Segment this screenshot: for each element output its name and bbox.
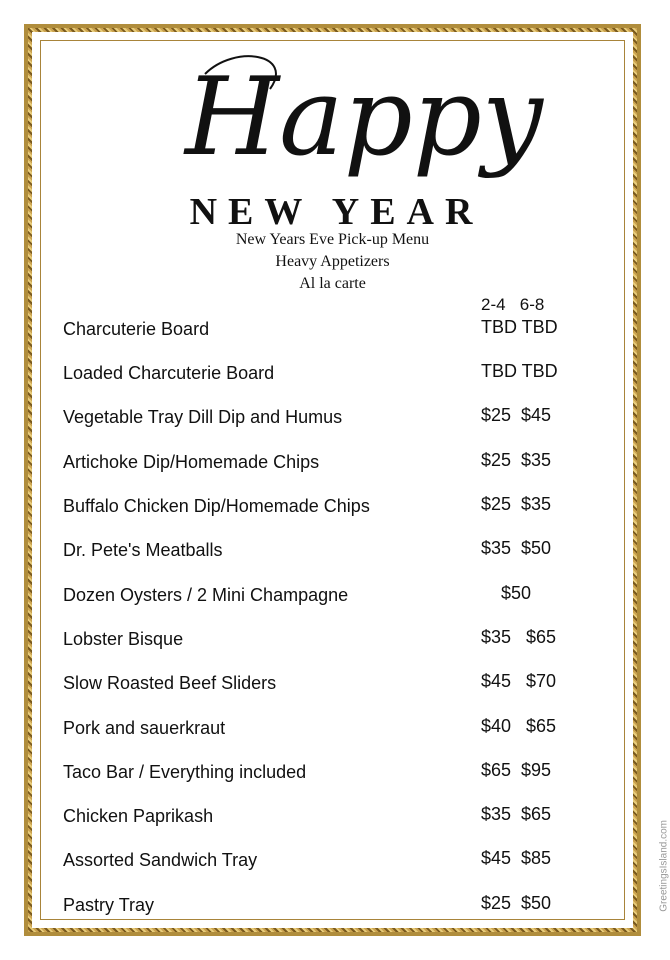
menu-item xyxy=(63,585,605,607)
menu-item-name: Charcuterie Board xyxy=(63,319,210,339)
menu-item-price: $50 xyxy=(481,583,532,603)
menu-item-price: TBD TBD xyxy=(481,317,558,337)
menu-item-name: Vegetable Tray Dill Dip and Humus xyxy=(63,407,343,427)
size-headers xyxy=(481,295,544,315)
menu-item-price: $35 $65 xyxy=(481,804,552,824)
menu-item xyxy=(63,895,605,917)
menu-item-name: Assorted Sandwich Tray xyxy=(63,850,258,870)
menu-item-name: Dozen Oysters / 2 Mini Champagne xyxy=(63,585,349,605)
subtitle-heavy-appetizers: Heavy Appetizers xyxy=(275,253,390,270)
menu-item-name: Slow Roasted Beef Sliders xyxy=(63,673,277,693)
menu-item-price: $25 $35 xyxy=(481,494,552,514)
menu-item-price: $45 $85 xyxy=(481,848,552,868)
menu-item-name: Chicken Paprikash xyxy=(63,806,214,826)
menu-item-price: $25 $35 xyxy=(481,450,552,470)
menu-item xyxy=(63,496,605,518)
menu-item-price: $40 $65 xyxy=(481,716,557,736)
menu-item xyxy=(63,407,605,429)
menu-item-name: Pastry Tray xyxy=(63,895,155,915)
happy-script-svg xyxy=(175,34,543,204)
happy-script-title xyxy=(175,34,543,204)
menu-item xyxy=(63,762,605,784)
menu-item-name: Dr. Pete's Meatballs xyxy=(63,540,223,560)
menu-item-name: Taco Bar / Everything included xyxy=(63,762,307,782)
menu-item-price: $65 $95 xyxy=(481,760,552,780)
new-year-title: NEW YEAR xyxy=(189,191,484,233)
size-header-large: 6-8 xyxy=(519,295,545,314)
menu-item-price: $25 $45 xyxy=(481,405,552,425)
menu-item-price: $25 $50 xyxy=(481,893,552,913)
menu-item xyxy=(63,540,605,562)
menu-item-name: Buffalo Chicken Dip/Homemade Chips xyxy=(63,496,370,516)
menu-item xyxy=(63,363,605,385)
menu-item xyxy=(63,319,605,341)
subtitle-al-la-carte: Al la carte xyxy=(299,275,366,292)
menu-item xyxy=(63,673,605,695)
menu-item xyxy=(63,629,605,651)
menu-item-price: $35 $65 xyxy=(481,627,557,647)
menu-item xyxy=(63,850,605,872)
size-header-small: 2-4 xyxy=(481,295,506,314)
menu-item-name: Artichoke Dip/Homemade Chips xyxy=(63,452,320,472)
happy-script-text: Happy xyxy=(185,55,543,180)
subtitle-pickup-menu: New Years Eve Pick-up Menu xyxy=(235,231,430,248)
menu-item-price: TBD TBD xyxy=(481,361,558,381)
menu-item xyxy=(63,452,605,474)
menu-item-name: Lobster Bisque xyxy=(63,629,184,649)
menu-item-name: Loaded Charcuterie Board xyxy=(63,363,275,383)
menu-item xyxy=(63,718,605,740)
watermark: GreetingsIsland.com xyxy=(659,820,670,912)
menu-item-price: $35 $50 xyxy=(481,538,552,558)
menu-item-name: Pork and sauerkraut xyxy=(63,718,226,738)
menu-item-price: $45 $70 xyxy=(481,671,557,691)
menu-item xyxy=(63,806,605,828)
